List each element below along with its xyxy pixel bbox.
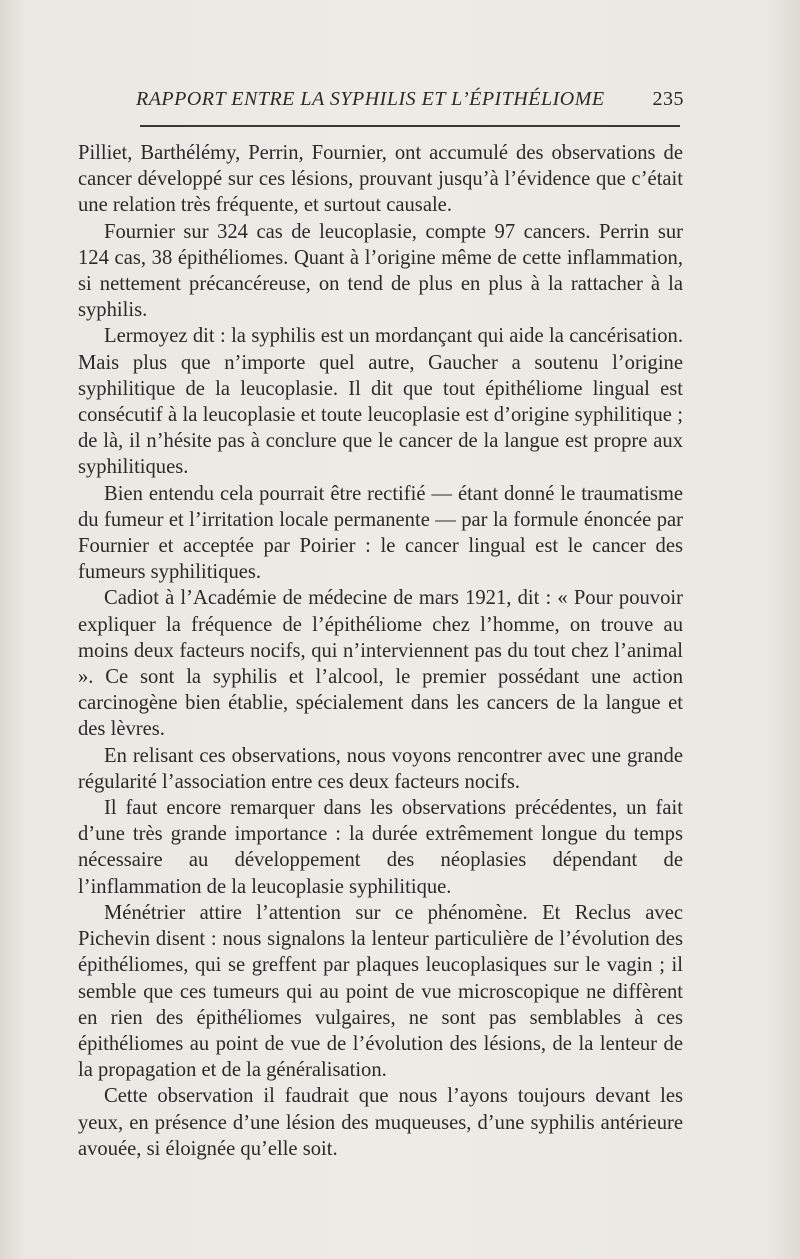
paragraph: Bien entendu cela pourrait être rectifié — étant donné le traumatisme du fumeur et l’irritation locale permanente — par la formule énoncée par Fournier et acceptée par Poirier : le cancer lingual est le cancer des fumeurs syphilitiques. bbox=[78, 482, 683, 584]
paragraph: Cadiot à l’Académie de médecine de mars 1921, dit : « Pour pouvoir expliquer la fréquence de l’épithéliome chez l’homme, on trouve au moins deux facteurs nocifs, qui n’interviennent pas du tout chez l’animal ». Ce sont la syphilis et l’alcool, le premier possédant une action carcinogène bien établie, spécialement dans les cancers de la langue et des lèvres. bbox=[78, 587, 683, 741]
page-number: 235 bbox=[652, 88, 684, 110]
paragraph: Cette observation il faudrait que nous l’ayons toujours devant les yeux, en présence d’une lésion des muqueuses, d’une syphilis antérieure avouée, si éloignée qu’elle soit. bbox=[78, 1085, 683, 1160]
paragraph: Pilliet, Barthélémy, Perrin, Fournier, ont accumulé des observations de cancer développé sur ces lésions, prouvant jusqu’à l’évidence que c’était une relation très fréquente, et surtout causale. bbox=[78, 142, 683, 217]
paragraph: Ménétrier attire l’attention sur ce phénomène. Et Reclus avec Pichevin disent : nous signalons la lenteur particulière de l’évolution des épithéliomes, qui se greffent par plaques leucoplasiques sur le vagin ; il semble que ces tumeurs qui au point de vue microscopique ne diffèrent en rien des épithéliomes vulgaires, ne sont pas semblables à ces épithéliomes au point de vue de l’évolution des lésions, de la lenteur de la propagation et de la généralisation. bbox=[78, 901, 683, 1082]
paragraph: En relisant ces observations, nous voyons rencontrer avec une grande régularité l’association entre ces deux facteurs nocifs. bbox=[78, 744, 683, 793]
paragraph: Il faut encore remarquer dans les observations précédentes, un fait d’une très grande importance : la durée extrêmement longue du temps nécessaire au développement des néoplasies dépendant de l’inflammation de la leucoplasie syphilitique. bbox=[78, 797, 683, 898]
body-text bbox=[78, 140, 683, 1162]
paragraph: Fournier sur 324 cas de leucoplasie, compte 97 cancers. Perrin sur 124 cas, 38 épithéliomes. Quant à l’origine même de cette inflammation, si nettement précancéreuse, on tend de plus en plus à la rattacher à la syphilis. bbox=[78, 220, 683, 322]
header-rule bbox=[140, 125, 680, 127]
paragraph: Lermoyez dit : la syphilis est un mordançant qui aide la cancérisation. Mais plus que n’importe quel autre, Gaucher a soutenu l’origine syphilitique de la leucoplasie. Il dit que tout épithéliome lingual est consécutif à la leucoplasie et toute leucoplasie est d’origine syphilitique ; de là, il n’hésite pas à conclure que le cancer de la langue est propre aux syphilitiques. bbox=[78, 325, 683, 479]
running-head bbox=[136, 88, 684, 118]
running-head-title: RAPPORT ENTRE LA SYPHILIS ET L’ÉPITHÉLIOME bbox=[136, 88, 605, 110]
